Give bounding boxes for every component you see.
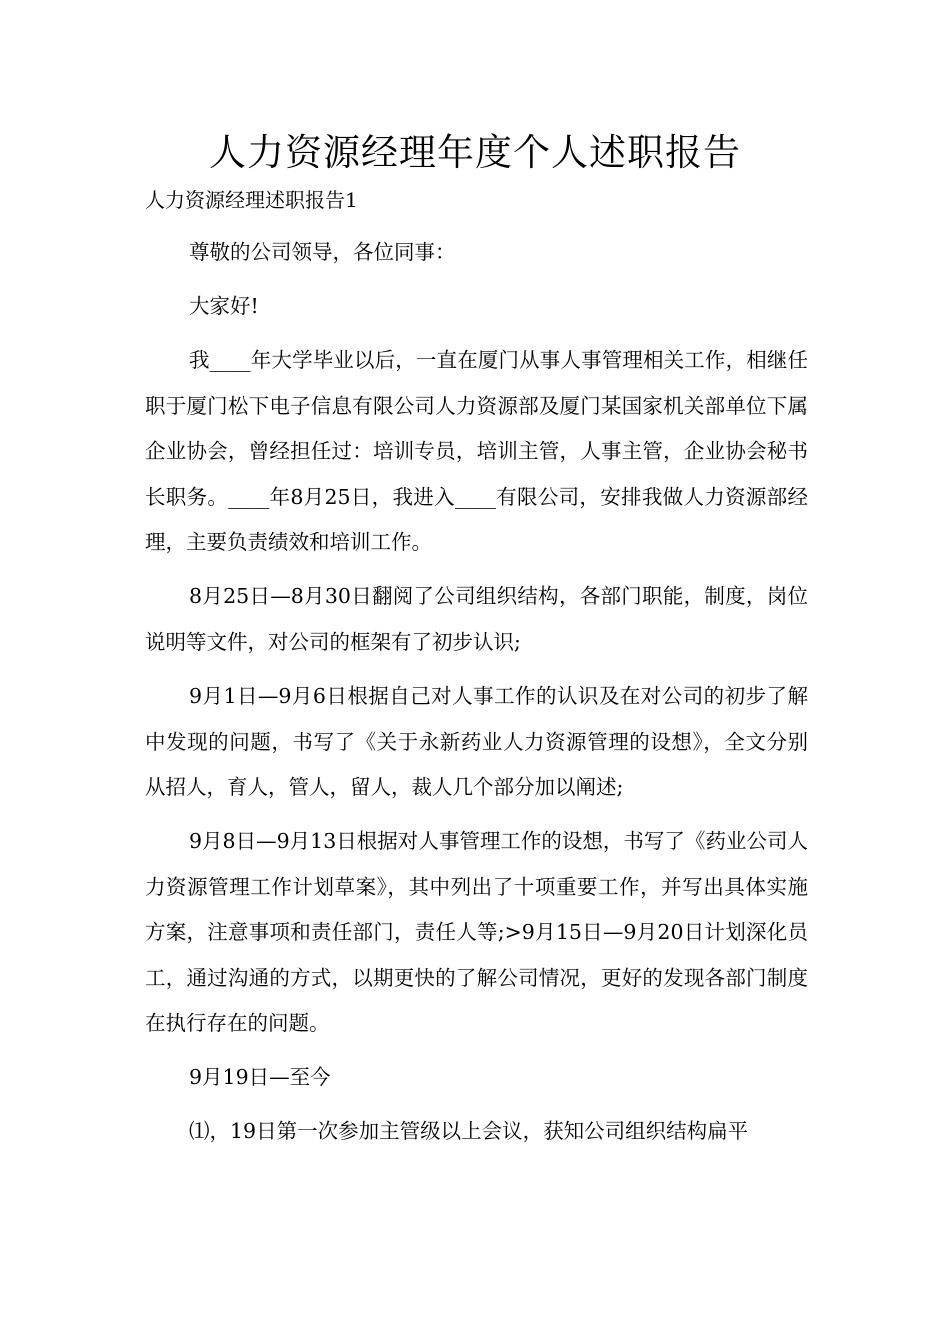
paragraph-sep-1-6: 9月1日—9月6日根据自己对人事工作的认识及在对公司的初步了解中发现的问题，书写了《关于永新药业人力资源管理的设想》，全文分别从招人，育人，管人，留人，裁人几个部分加以阐述; [145, 683, 808, 800]
document-body [145, 230, 808, 1163]
paragraph-background: 我____年大学毕业以后，一直在厦门从事人事管理相关工作，相继任职于厦门松下电子信息有限公司人力资源部及厦门某国家机关部单位下属企业协会，曾经担任过：培训专员，培训主管，人事主管，企业协会秘书长职务。____年8月25日，我进入____有限公司，安排我做人力资源部经理，主要负责绩效和培训工作。 [145, 347, 808, 555]
paragraph-sep-8-13: 9月8日—9月13日根据对人事管理工作的设想，书写了《药业公司人力资源管理工作计划草案》，其中列出了十项重要工作，并写出具体实施方案，注意事项和责任部门，责任人等;>9月15日—9月20日计划深化员工，通过沟通的方式，以期更快的了解公司情况，更好的发现各部门制度在执行存在的问题。 [145, 829, 808, 1036]
paragraph-aug-25-30: 8月25日—8月30日翻阅了公司组织结构，各部门职能，制度，岗位说明等文件，对公司的框架有了初步认识; [145, 584, 808, 654]
paragraph-hello: 大家好! [189, 293, 259, 318]
document-title: 人力资源经理年度个人述职报告 [209, 131, 741, 174]
paragraph-item-1: ⑴，19日第一次参加主管级以上会议，获知公司组织结构扁平 [189, 1119, 749, 1144]
paragraph-sep-19: 9月19日—至今 [189, 1065, 331, 1090]
paragraph-greeting: 尊敬的公司领导，各位同事： [189, 240, 456, 264]
document-subtitle: 人力资源经理述职报告1 [145, 188, 358, 212]
